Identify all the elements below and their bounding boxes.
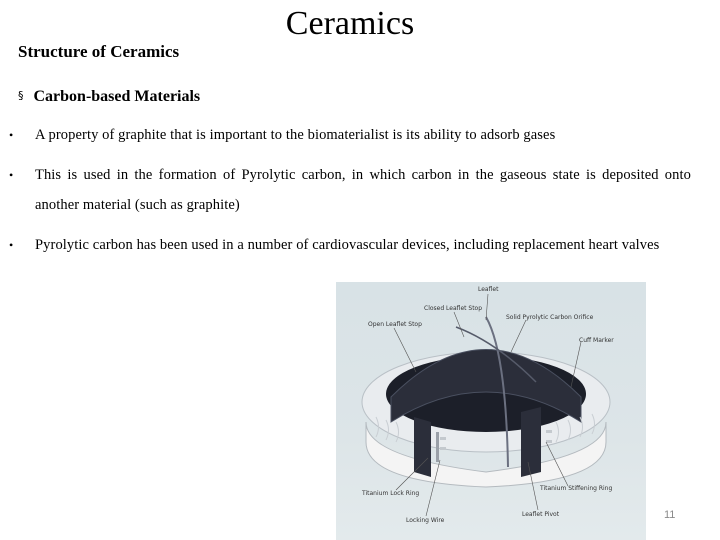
- bullet-item: [9, 120, 691, 150]
- bullet-text: A property of graphite that is important to the biomaterialist is its ability to adsorb gases: [35, 127, 556, 143]
- bullet-dot: •: [9, 168, 14, 182]
- slide-subtitle: Structure of Ceramics: [18, 42, 180, 61]
- bullet-text: Pyrolytic carbon has been used in a number of cardiovascular devices, including replacement heart valves: [35, 237, 660, 253]
- slide-title: Ceramics: [285, 5, 415, 42]
- bullet-dot: •: [9, 238, 14, 252]
- bullet-text: This is used in the formation of Pyrolytic carbon, in which carbon in the gaseous state is deposited onto another material (such as graphite): [35, 167, 691, 213]
- label-titanium-stiffening-ring: Titanium Stiffening Ring: [540, 485, 613, 492]
- page-number: 11: [664, 509, 676, 521]
- label-leaflet: Leaflet: [478, 286, 499, 293]
- section-heading: [18, 88, 200, 106]
- label-open-leaflet-stop: Open Leaflet Stop: [368, 321, 422, 328]
- bullet-item: [9, 160, 691, 220]
- label-locking-wire: Locking Wire: [406, 517, 445, 524]
- label-solid-pyrolytic-orifice: Solid Pyrolytic Carbon Orifice: [506, 314, 594, 321]
- section-label: Carbon-based Materials: [33, 88, 201, 105]
- bullet-item: [9, 230, 691, 260]
- heart-valve-figure: [336, 282, 646, 540]
- label-titanium-lock-ring: Titanium Lock Ring: [362, 490, 420, 497]
- section-marker: §: [18, 89, 24, 102]
- label-leaflet-pivot: Leaflet Pivot: [522, 511, 560, 518]
- label-closed-leaflet-stop: Closed Leaflet Stop: [424, 305, 483, 312]
- label-cuff-marker: Cuff Marker: [579, 337, 614, 344]
- bullet-dot: •: [9, 128, 14, 142]
